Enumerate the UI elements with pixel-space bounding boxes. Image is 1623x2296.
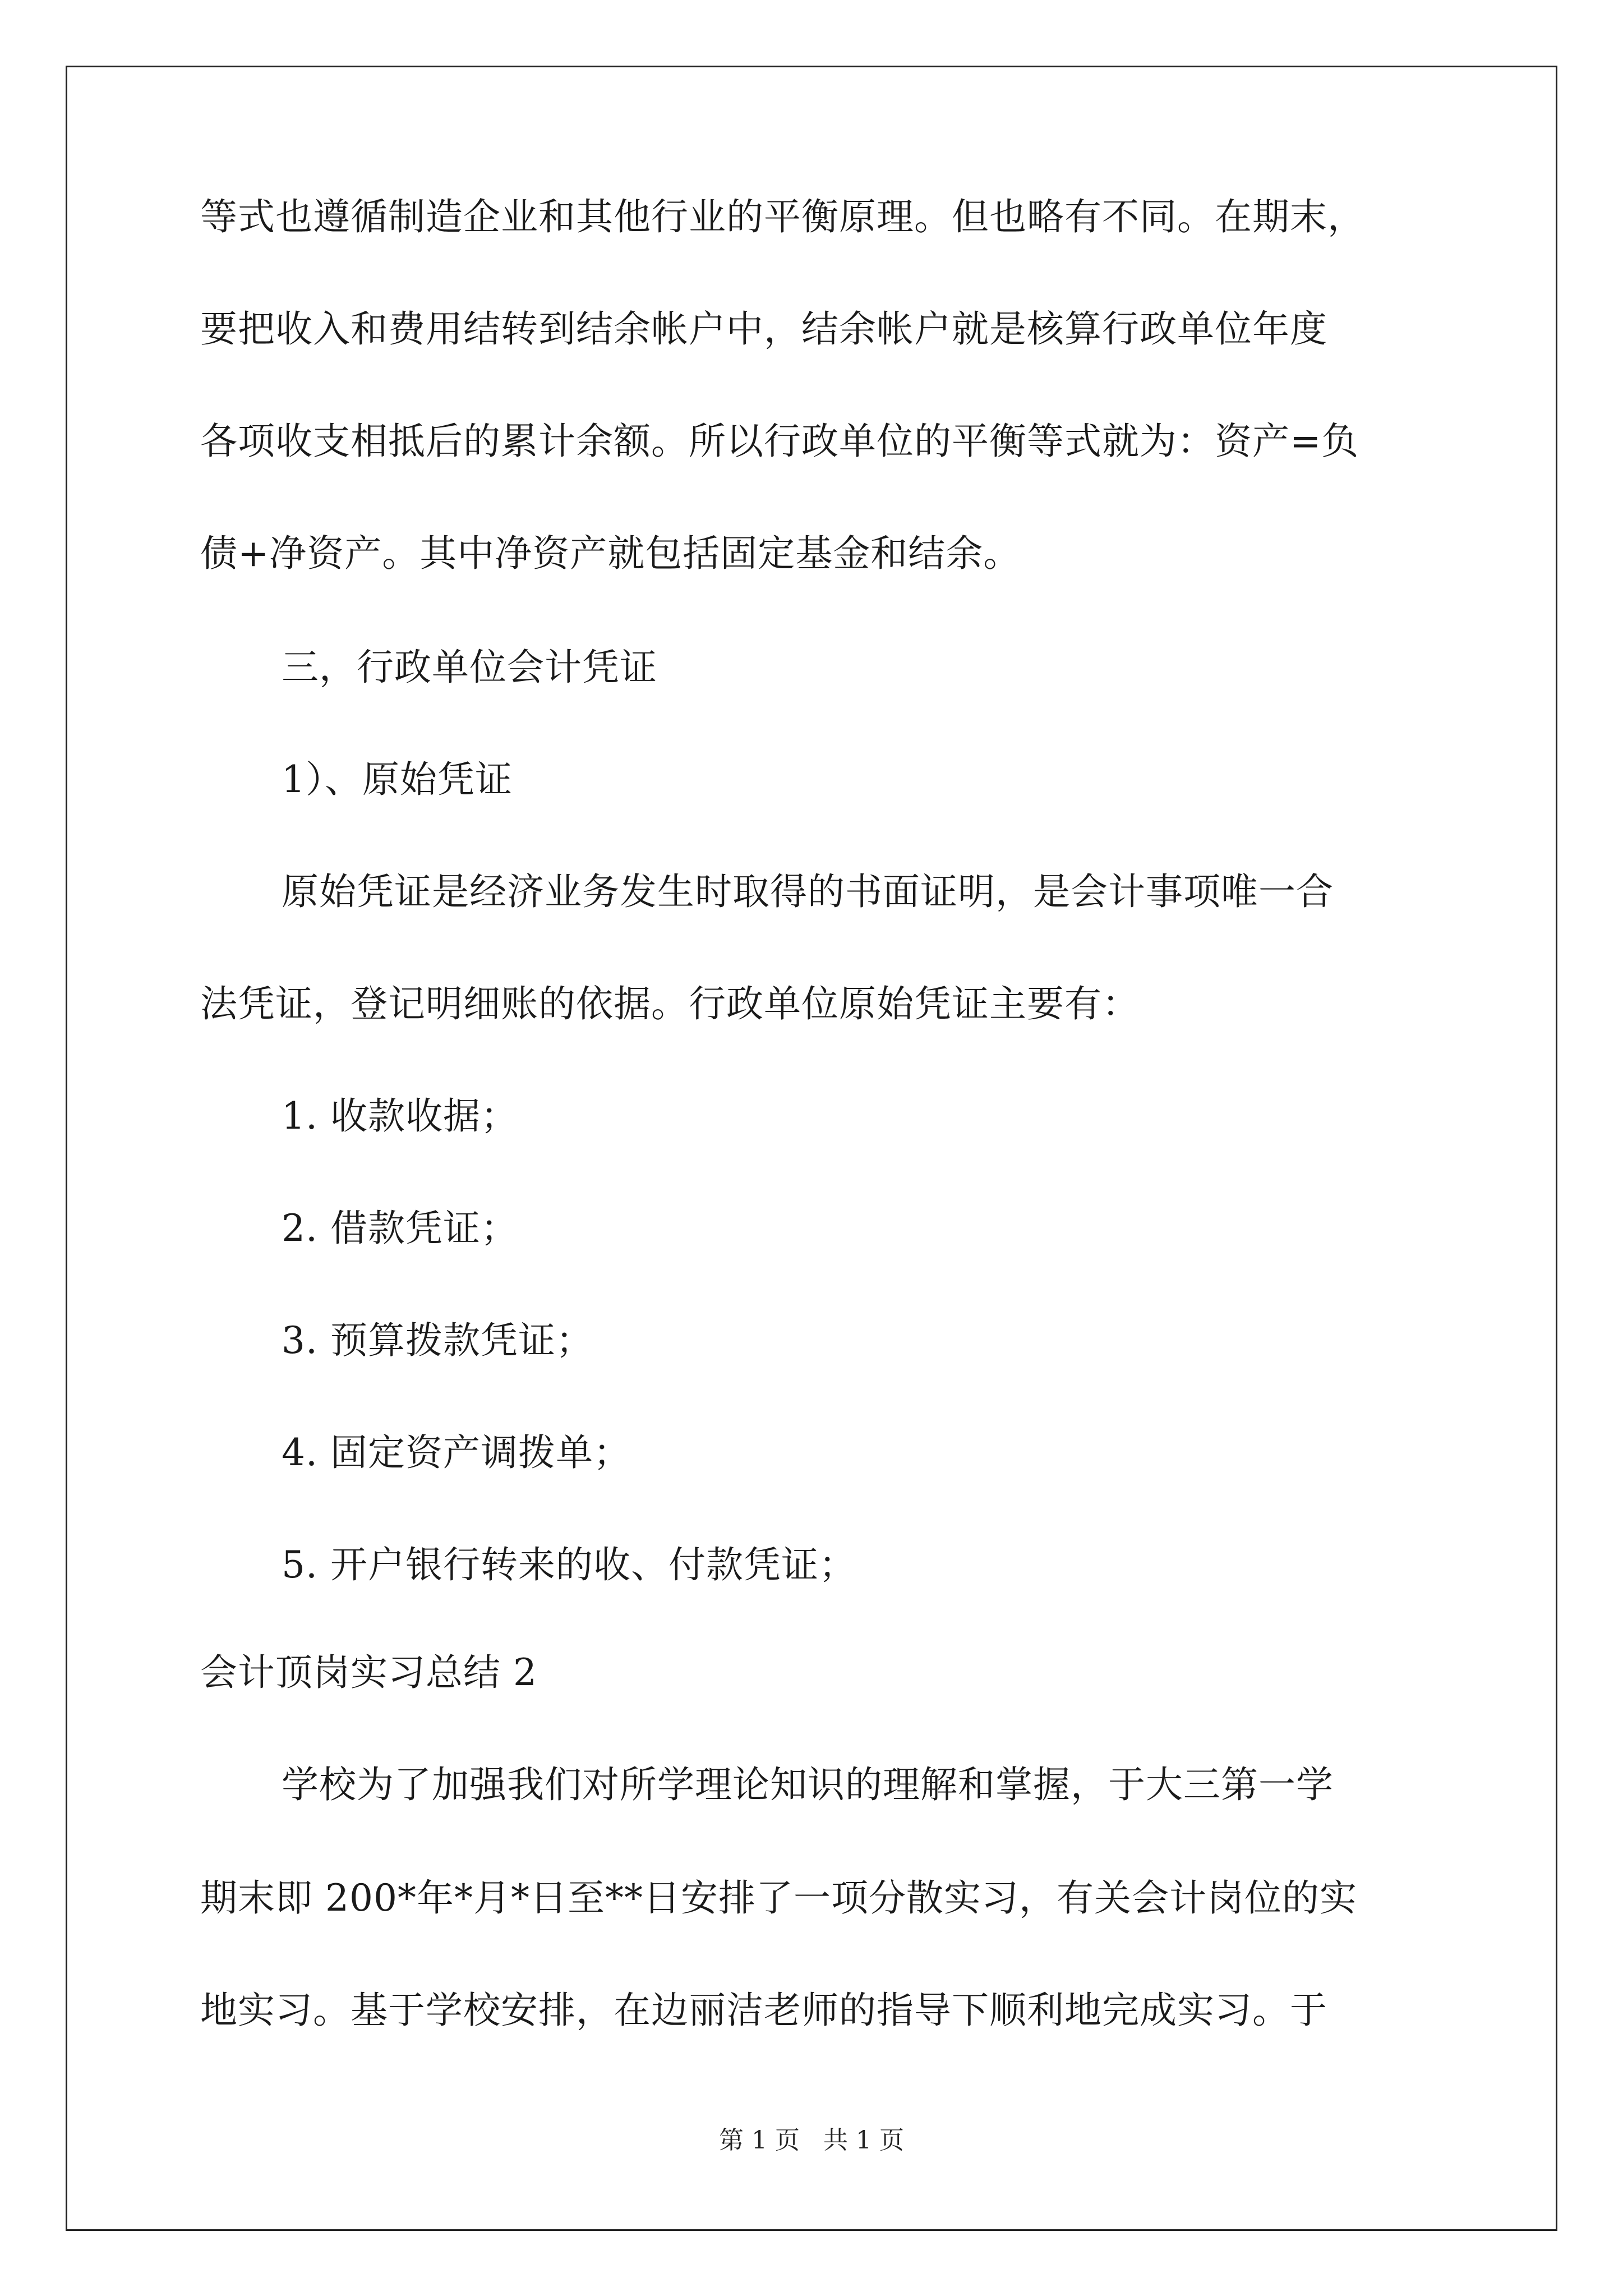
paragraph-line: 要把收入和费用结转到结余帐户中，结余帐户就是核算行政单位年度 xyxy=(200,307,1327,351)
list-item: 5. 开户银行转来的收、付款凭证； xyxy=(282,1543,856,1586)
paragraph-line: 法凭证，登记明细账的依据。行政单位原始凭证主要有： xyxy=(200,982,1140,1025)
article-title: 会计顶岗实习总结 2 xyxy=(200,1651,537,1694)
paragraph-line: 债+净资产。其中净资产就包括固定基金和结余。 xyxy=(200,532,1021,575)
paragraph-line: 原始凭证是经济业务发生时取得的书面证明，是会计事项唯一合 xyxy=(282,870,1334,913)
paragraph-line: 期末即 200*年*月*日至**日安排了一项分散实习，有关会计岗位的实 xyxy=(200,1876,1357,1920)
paragraph-line: 等式也遵循制造企业和其他行业的平衡原理。但也略有不同。在期末， xyxy=(200,195,1365,238)
page-number: 第 1 页 xyxy=(719,2126,800,2155)
paragraph-line: 学校为了加强我们对所学理论知识的理解和掌握，于大三第一学 xyxy=(282,1763,1334,1806)
list-item: 1. 收款收据； xyxy=(282,1094,518,1138)
list-item: 3. 预算拨款凭证； xyxy=(282,1319,593,1362)
subsection-heading: 1）、原始凭证 xyxy=(282,758,513,801)
page-footer xyxy=(0,2126,1623,2155)
paragraph-line: 各项收支相抵后的累计余额。所以行政单位的平衡等式就为：资产=负 xyxy=(200,420,1359,463)
list-item: 4. 固定资产调拨单； xyxy=(282,1431,631,1474)
list-item: 2. 借款凭证； xyxy=(282,1207,518,1250)
page-total: 共 1 页 xyxy=(823,2126,904,2155)
paragraph-line: 地实习。基于学校安排，在边丽洁老师的指导下顺利地完成实习。于 xyxy=(200,1989,1327,2032)
section-heading: 三，行政单位会计凭证 xyxy=(282,646,657,689)
